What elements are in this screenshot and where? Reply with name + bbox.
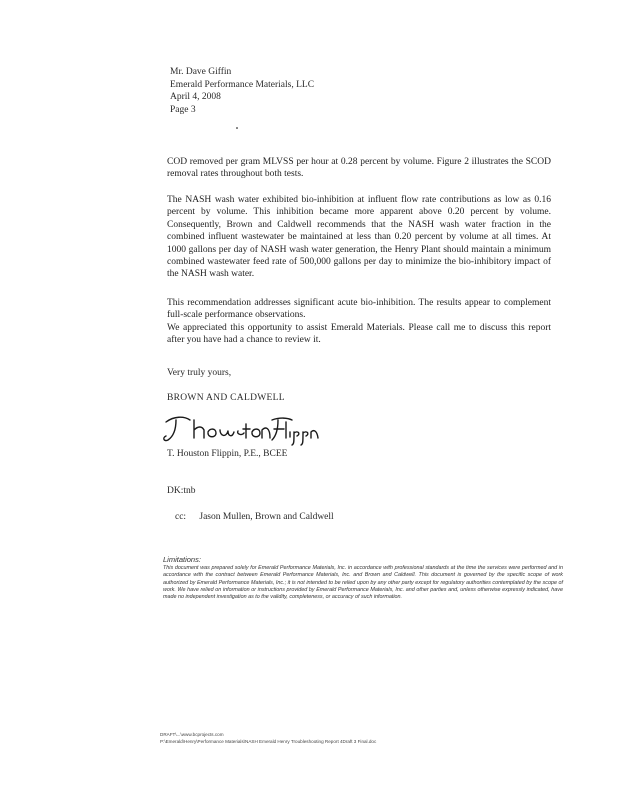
footer-line-1: DRAFT\...\www.bcprojects.com (160, 732, 224, 737)
paragraph-4: We appreciated this opportunity to assist Emerald Materials. Please call me to discuss this report after you have had a chance to review it. (167, 323, 551, 346)
scan-speck (236, 127, 238, 129)
recipient-company: Emerald Performance Materials, LLC (170, 79, 315, 90)
limitations-title: Limitations: (163, 555, 201, 564)
recipient-name: Mr. Dave Giffin (170, 67, 232, 77)
signer-name: T. Houston Flippin, P.E., BCEE (167, 449, 288, 459)
cc-label: cc: (175, 512, 187, 522)
firm-name: BROWN AND CALDWELL (167, 393, 285, 403)
recipient-address-block (170, 66, 314, 116)
page-number: Page 3 (170, 104, 196, 115)
cc-recipient: Jason Mullen, Brown and Caldwell (199, 512, 334, 522)
paragraph-3: This recommendation addresses significant acute bio-inhibition. The results appear to complement full-scale performance observations. (167, 298, 551, 321)
letter-date: April 4, 2008 (170, 92, 221, 102)
paragraph-2: The NASH wash water exhibited bio-inhibition at influent flow rate contributions as low as 0.16 percent by volume. This inhibition became more apparent above 0.20 percent by volume. Consequently, Brown and Caldwell recommends that the NASH wash water fraction in the combined influent wastewater be maintained at less than 0.20 percent by volume at all times. At 1000 gallons per day of NASH wash water generation, the Henry Plant should maintain a minimum combined wastewater feed rate of 500,000 gallons per day to minimize the bio-inhibitory impact of the NASH wash water. (167, 195, 551, 280)
footer-file-path: P:\Emerald\Henry\Performance Materials\NASH Emerald Henry Troubleshooting Report 4Draft 3 Final.doc (160, 739, 377, 744)
typist-initials: DK:tnb (167, 486, 196, 496)
handwritten-signature (160, 412, 320, 446)
cc-line (167, 512, 334, 522)
limitations-text: This document was prepared solely for Emerald Performance Materials, Inc. in accordance with professional standards at the time the services were performed and in accordance with the contract between Emerald Performance Materials, Inc. and Brown and Caldwell. This document is governed by the specific scope of work authorized by Emerald Performance Materials, Inc.; it is not intended to be relied upon by any other party except for regulatory authorities contemplated by the scope of work. We have relied on information or instructions provided by Emerald Performance Materials, Inc. and other parties and, unless otherwise expressly indicated, have made no independent investigation as to the validity, completeness, or accuracy of such information. (163, 565, 563, 601)
paragraph-1: COD removed per gram MLVSS per hour at 0.28 percent by volume. Figure 2 illustrates the SCOD removal rates throughout both tests. (167, 157, 551, 180)
closing-salutation: Very truly yours, (167, 368, 232, 378)
